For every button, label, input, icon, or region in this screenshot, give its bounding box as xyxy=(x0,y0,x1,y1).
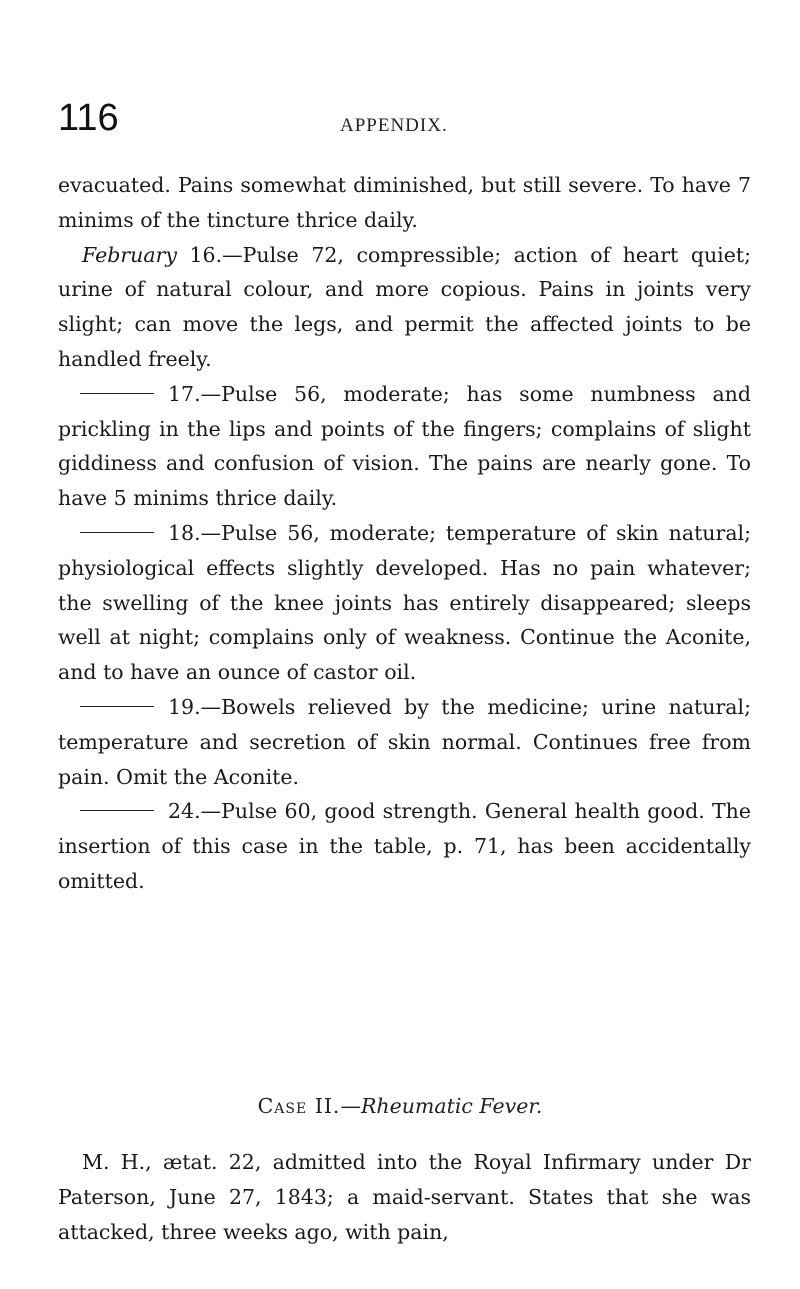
paragraph-text: 16.—Pulse 72, compressible; action of heart quiet; urine of natural colour, and more copious. Pains in joints very slight; can move the legs, and permit the affected joints to be handled freely. xyxy=(58,242,751,371)
case-title: Rheumatic Fever. xyxy=(360,1094,543,1118)
ditto-dash xyxy=(80,393,154,394)
ditto-dash xyxy=(80,706,154,707)
case-body xyxy=(58,1145,751,1249)
paragraph-text: 17.—Pulse 56, moderate; has some numbness and prickling in the lips and points of the fingers; complains of slight giddiness and confusion of vision. The pains are nearly gone. To have 5 minims thrice daily. xyxy=(58,381,751,511)
paragraph-day-18 xyxy=(58,516,751,690)
page-header xyxy=(58,98,758,138)
paragraph-text: 19.—Bowels relieved by the medicine; urine natural; temperature and secretion of skin normal. Continues free from pain. Omit the Aconite. xyxy=(58,694,751,789)
case-paragraph: M. H., ætat. 22, admitted into the Royal Infirmary under Dr Paterson, June 27, 1843; a maid-servant. States that she was attacked, three weeks ago, with pain, xyxy=(58,1150,751,1244)
page-number: 116 xyxy=(58,97,119,139)
ditto-dash xyxy=(80,810,154,811)
case-dash: — xyxy=(340,1094,361,1118)
paragraph-day-19 xyxy=(58,690,751,794)
main-text xyxy=(58,168,751,899)
date-month: February xyxy=(82,242,177,267)
paragraph-february-16 xyxy=(58,238,751,377)
ditto-dash xyxy=(80,532,154,533)
paragraph-day-24 xyxy=(58,794,751,898)
paragraph-continuation: evacuated. Pains somewhat diminished, but still severe. To have 7 minims of the tincture thrice daily. xyxy=(58,173,751,232)
paragraph-text: 18.—Pulse 56, moderate; temperature of skin natural; physiological effects slightly developed. Has no pain whatever; the swelling of the knee joints has entirely disappeared; sleeps well at night; complains only of weakness. Continue the Aconite, and to have an ounce of castor oil. xyxy=(58,520,751,685)
running-head: APPENDIX. xyxy=(340,115,448,136)
case-heading xyxy=(0,1092,800,1120)
paragraph-text: 24.—Pulse 60, good strength. General health good. The insertion of this case in the table, p. 71, has been accidentally omitted. xyxy=(58,799,751,893)
case-label: Case II. xyxy=(257,1094,341,1118)
paragraph-day-17 xyxy=(58,377,751,516)
